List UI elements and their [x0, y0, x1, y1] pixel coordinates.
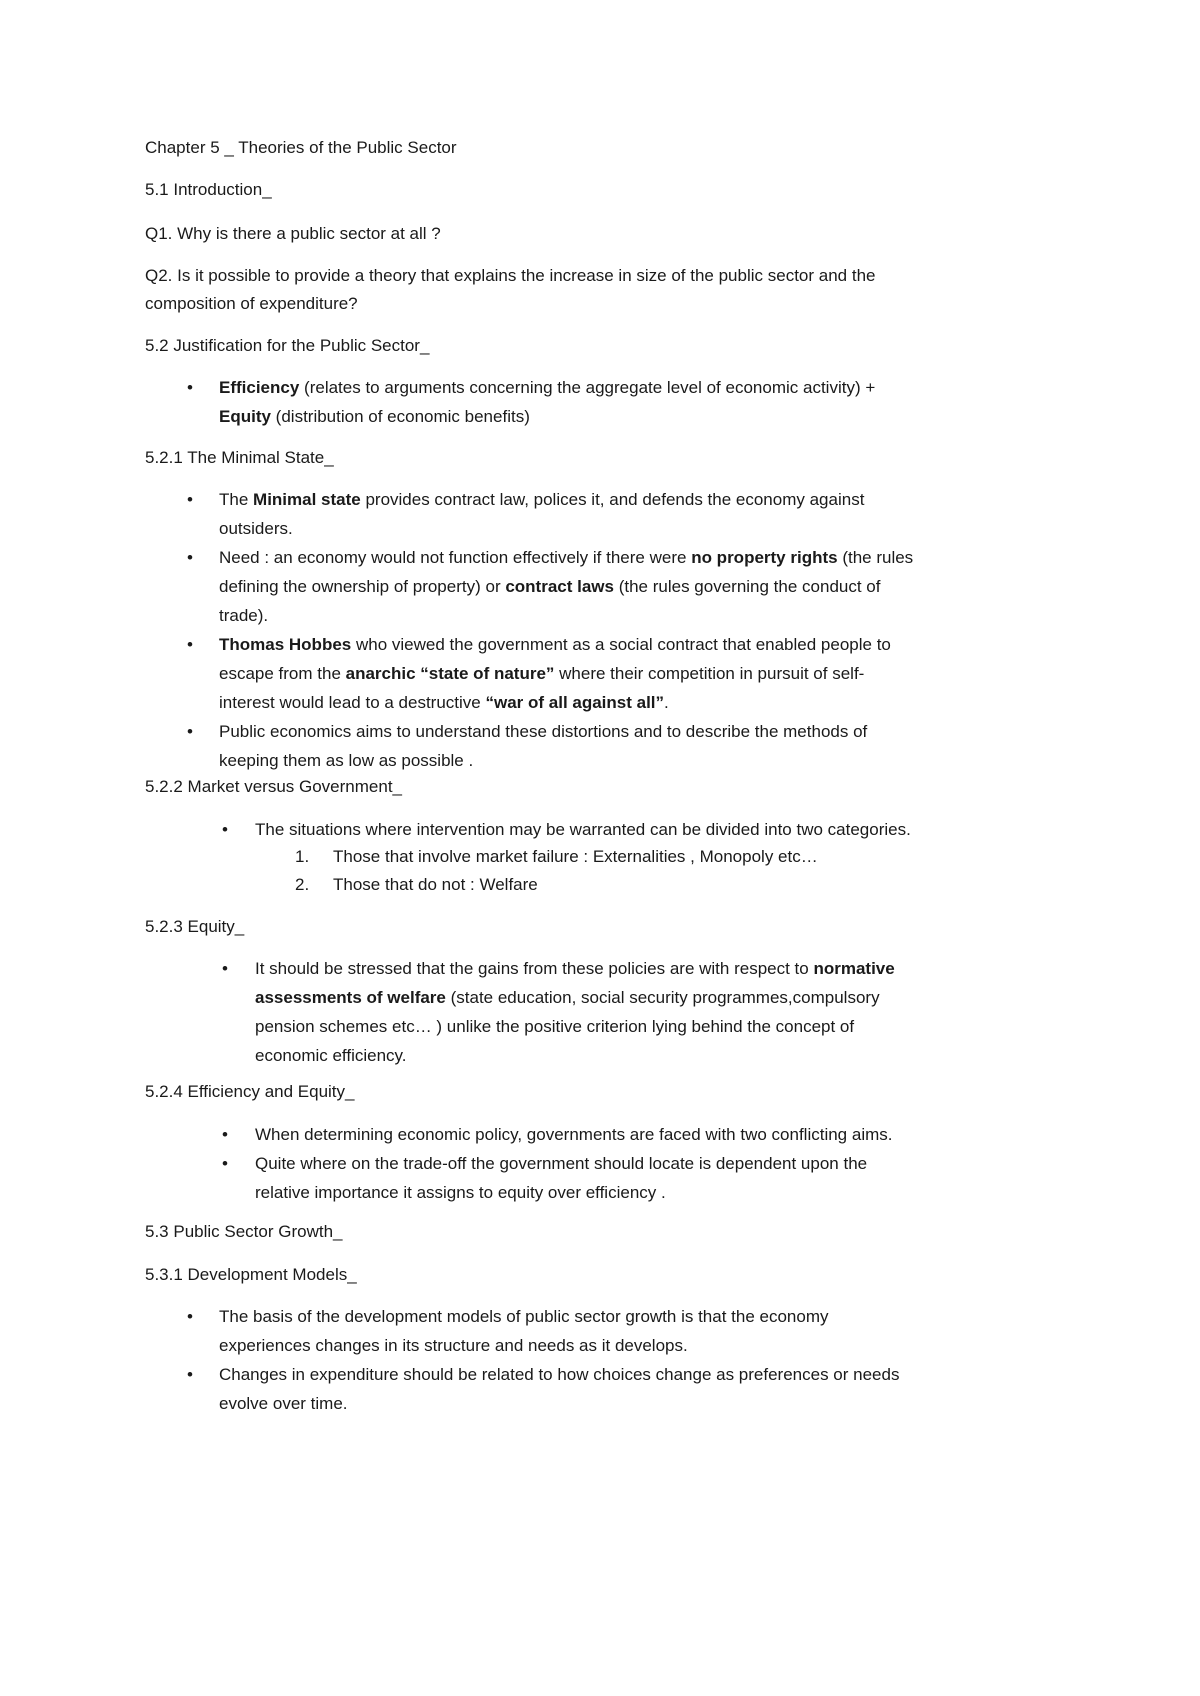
bullet-list [0, 1302, 1200, 1418]
section-heading: 5.2.1 The Minimal State_ [145, 448, 334, 467]
bullet-icon: • [222, 1125, 228, 1144]
bullet-icon: • [187, 490, 193, 509]
section-heading: 5.2.3 Equity_ [145, 917, 245, 936]
numbered-item: 2. Those that do not : Welfare [295, 875, 538, 894]
bullet-icon: • [187, 1365, 193, 1384]
list-item: • Changes in expenditure should be related to how choices change as preferences or needs evolve over time. [145, 1360, 1119, 1418]
chapter-title: Chapter 5 _ Theories of the Public Sector [145, 138, 457, 157]
bullet-icon: • [187, 722, 193, 741]
numbered-item: 1. Those that involve market failure : Externalities , Monopoly etc… [295, 847, 818, 866]
list-item: • Need : an economy would not function effectively if there were no property rights (the rules defining the ownership of property) or contract laws (the rules governing the conduct of trade). [145, 543, 1119, 630]
section-heading: 5.2.4 Efficiency and Equity_ [145, 1082, 355, 1101]
list-item: • Quite where on the trade-off the government should locate is dependent upon the relative importance it assigns to equity over efficiency . [145, 1149, 1155, 1207]
list-item: • The Minimal state provides contract law, polices it, and defends the economy against outsiders. [145, 485, 1119, 543]
section-heading: 5.3 Public Sector Growth_ [145, 1222, 343, 1241]
list-item: • The basis of the development models of public sector growth is that the economy experiences changes in its structure and needs as it develops. [145, 1302, 1119, 1360]
bullet-list [0, 954, 1200, 1070]
list-item: • Thomas Hobbes who viewed the government as a social contract that enabled people to escape from the anarchic “state of nature” where their competition in pursuit of self- interest would lead to a destructive “war of all against all”. [145, 630, 1119, 717]
bullet-icon: • [187, 548, 193, 567]
list-item: • When determining economic policy, governments are faced with two conflicting aims. [145, 1120, 1155, 1149]
question-2: Q2. Is it possible to provide a theory that explains the increase in size of the public sector and the [145, 266, 876, 285]
section-heading: 5.2.2 Market versus Government_ [145, 777, 403, 796]
bullet-icon: • [222, 959, 228, 978]
bullet-icon: • [187, 378, 193, 397]
bullet-icon: • [222, 820, 228, 839]
section-heading: 5.3.1 Development Models_ [145, 1265, 357, 1284]
question-1: Q1. Why is there a public sector at all ? [145, 224, 441, 243]
list-item: • Public economics aims to understand these distortions and to describe the methods of keeping them as low as possible . [145, 717, 1119, 775]
bullet-list [0, 485, 1200, 775]
list-item: • It should be stressed that the gains from these policies are with respect to normative assessments of welfare (state education, social security programmes,compulsory pension schemes etc… ) unlike the positive criterion lying behind the concept of economic efficiency. [145, 954, 1155, 1070]
bullet-icon: • [187, 635, 193, 654]
list-item: • The situations where intervention may be warranted can be divided into two categories. [145, 815, 1155, 844]
section-heading: 5.2 Justification for the Public Sector_ [145, 336, 430, 355]
list-item: • Efficiency (relates to arguments concerning the aggregate level of economic activity) + Equity (distribution of economic benefits) [145, 373, 1119, 431]
bullet-list [0, 815, 1200, 844]
section-heading: 5.1 Introduction_ [145, 180, 272, 199]
bullet-list [0, 373, 1200, 431]
bullet-icon: • [187, 1307, 193, 1326]
question-2-cont: composition of expenditure? [145, 294, 358, 313]
bullet-icon: • [222, 1154, 228, 1173]
bullet-list [0, 1120, 1200, 1207]
